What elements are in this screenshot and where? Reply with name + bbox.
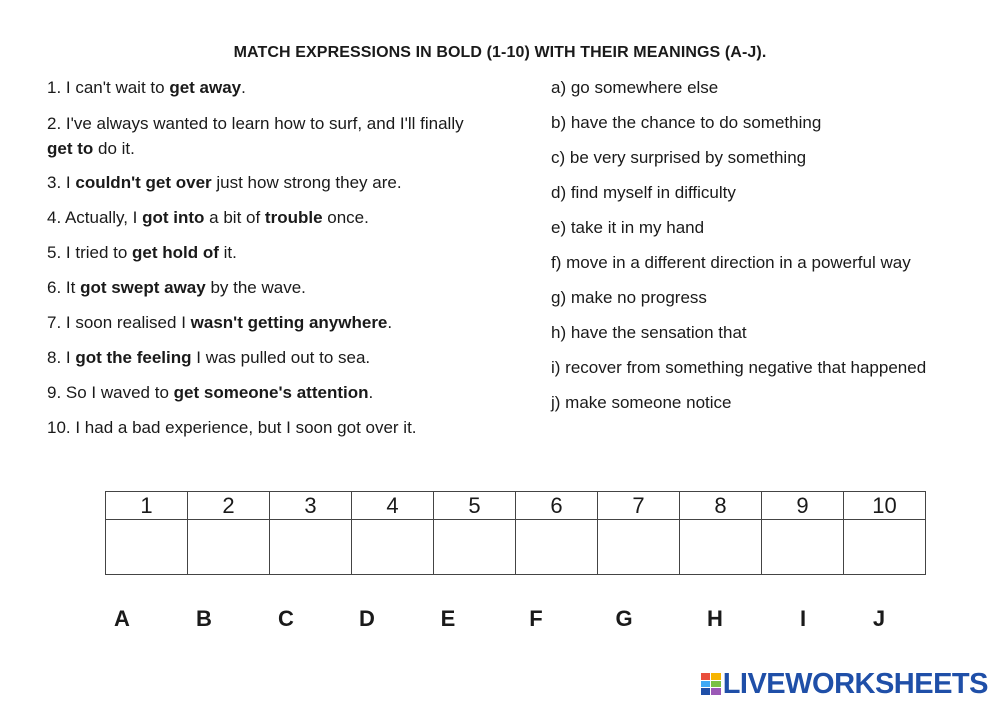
expression-6: 6. It got swept away by the wave. [47,278,306,297]
answer-header-4: 4 [352,492,434,520]
answer-cell-8 [680,520,762,575]
letter-f[interactable]: F [529,606,543,631]
answer-cell-10 [844,520,926,575]
logo-block [701,681,711,688]
answer-cell-4 [352,520,434,575]
meaning-e: e) take it in my hand [551,218,705,237]
logo-block [711,688,721,695]
answer-input-10[interactable] [846,523,924,571]
answer-header-10: 10 [844,492,926,520]
answer-input-3[interactable] [272,523,350,571]
answer-header-8: 8 [680,492,762,520]
expression-2: 2. I've always wanted to learn how to surf, and I'll finally get to do it. [47,114,464,158]
expression-1: 1. I can't wait to get away. [47,78,246,97]
letter-c[interactable]: C [278,606,294,631]
expression-10: 10. I had a bad experience, but I soon got over it. [47,418,417,437]
logo-block [701,688,711,695]
logo-block [711,681,721,688]
meaning-g: g) make no progress [551,288,707,307]
answer-header-1: 1 [106,492,188,520]
answer-cell-6 [516,520,598,575]
meaning-a: a) go somewhere else [551,78,719,97]
expression-3: 3. I couldn't get over just how strong they are. [47,173,402,192]
answer-input-7[interactable] [600,523,678,571]
meaning-h: h) have the sensation that [551,323,747,342]
liveworksheets-logo[interactable] [701,668,988,700]
answer-letters [0,606,1000,636]
letter-i[interactable]: I [799,606,807,631]
answer-table-header-row [106,492,926,520]
answer-input-1[interactable] [108,523,186,571]
answer-header-6: 6 [516,492,598,520]
expression-7: 7. I soon realised I wasn't getting anywhere. [47,313,393,332]
logo-block [711,673,721,680]
meaning-j: j) make someone notice [551,393,732,412]
meaning-i: i) recover from something negative that happened [551,358,927,377]
expression-5: 5. I tried to get hold of it. [47,243,237,262]
answer-cell-7 [598,520,680,575]
answer-cell-1 [106,520,188,575]
answer-input-4[interactable] [354,523,432,571]
answer-cell-2 [188,520,270,575]
answer-header-3: 3 [270,492,352,520]
answer-cell-5 [434,520,516,575]
answer-table-input-row [106,520,926,575]
liveworksheets-logo-icon [701,673,721,695]
worksheet-title: MATCH EXPRESSIONS IN BOLD (1-10) WITH THEIR MEANINGS (A-J). [233,44,767,61]
answer-input-5[interactable] [436,523,514,571]
answer-header-9: 9 [762,492,844,520]
letter-e[interactable]: E [440,606,456,631]
meaning-b: b) have the chance to do something [551,113,822,132]
expressions-list [47,76,487,451]
answer-header-2: 2 [188,492,270,520]
letter-j[interactable]: J [872,606,886,631]
answer-cell-3 [270,520,352,575]
answer-cell-9 [762,520,844,575]
logo-text: LIVEWORKSHEETS [722,667,988,700]
meaning-c: c) be very surprised by something [551,148,807,167]
answer-input-6[interactable] [518,523,596,571]
expression-8: 8. I got the feeling I was pulled out to sea. [47,348,371,367]
letter-g[interactable]: G [615,606,633,631]
logo-block [701,673,711,680]
answer-input-8[interactable] [682,523,760,571]
answer-input-2[interactable] [190,523,268,571]
expression-9: 9. So I waved to get someone's attention. [47,383,374,402]
answer-header-5: 5 [434,492,516,520]
letter-d[interactable]: D [359,606,375,631]
expression-4: 4. Actually, I got into a bit of trouble once. [47,208,369,227]
answer-table [105,491,926,575]
meaning-f: f) move in a different direction in a powerful way [551,253,911,272]
meanings-list [551,76,991,426]
answer-input-9[interactable] [764,523,842,571]
letter-a[interactable]: A [114,606,130,631]
meaning-d: d) find myself in difficulty [551,183,736,202]
letter-b[interactable]: B [196,606,212,631]
letter-h[interactable]: H [707,606,723,631]
answer-header-7: 7 [598,492,680,520]
